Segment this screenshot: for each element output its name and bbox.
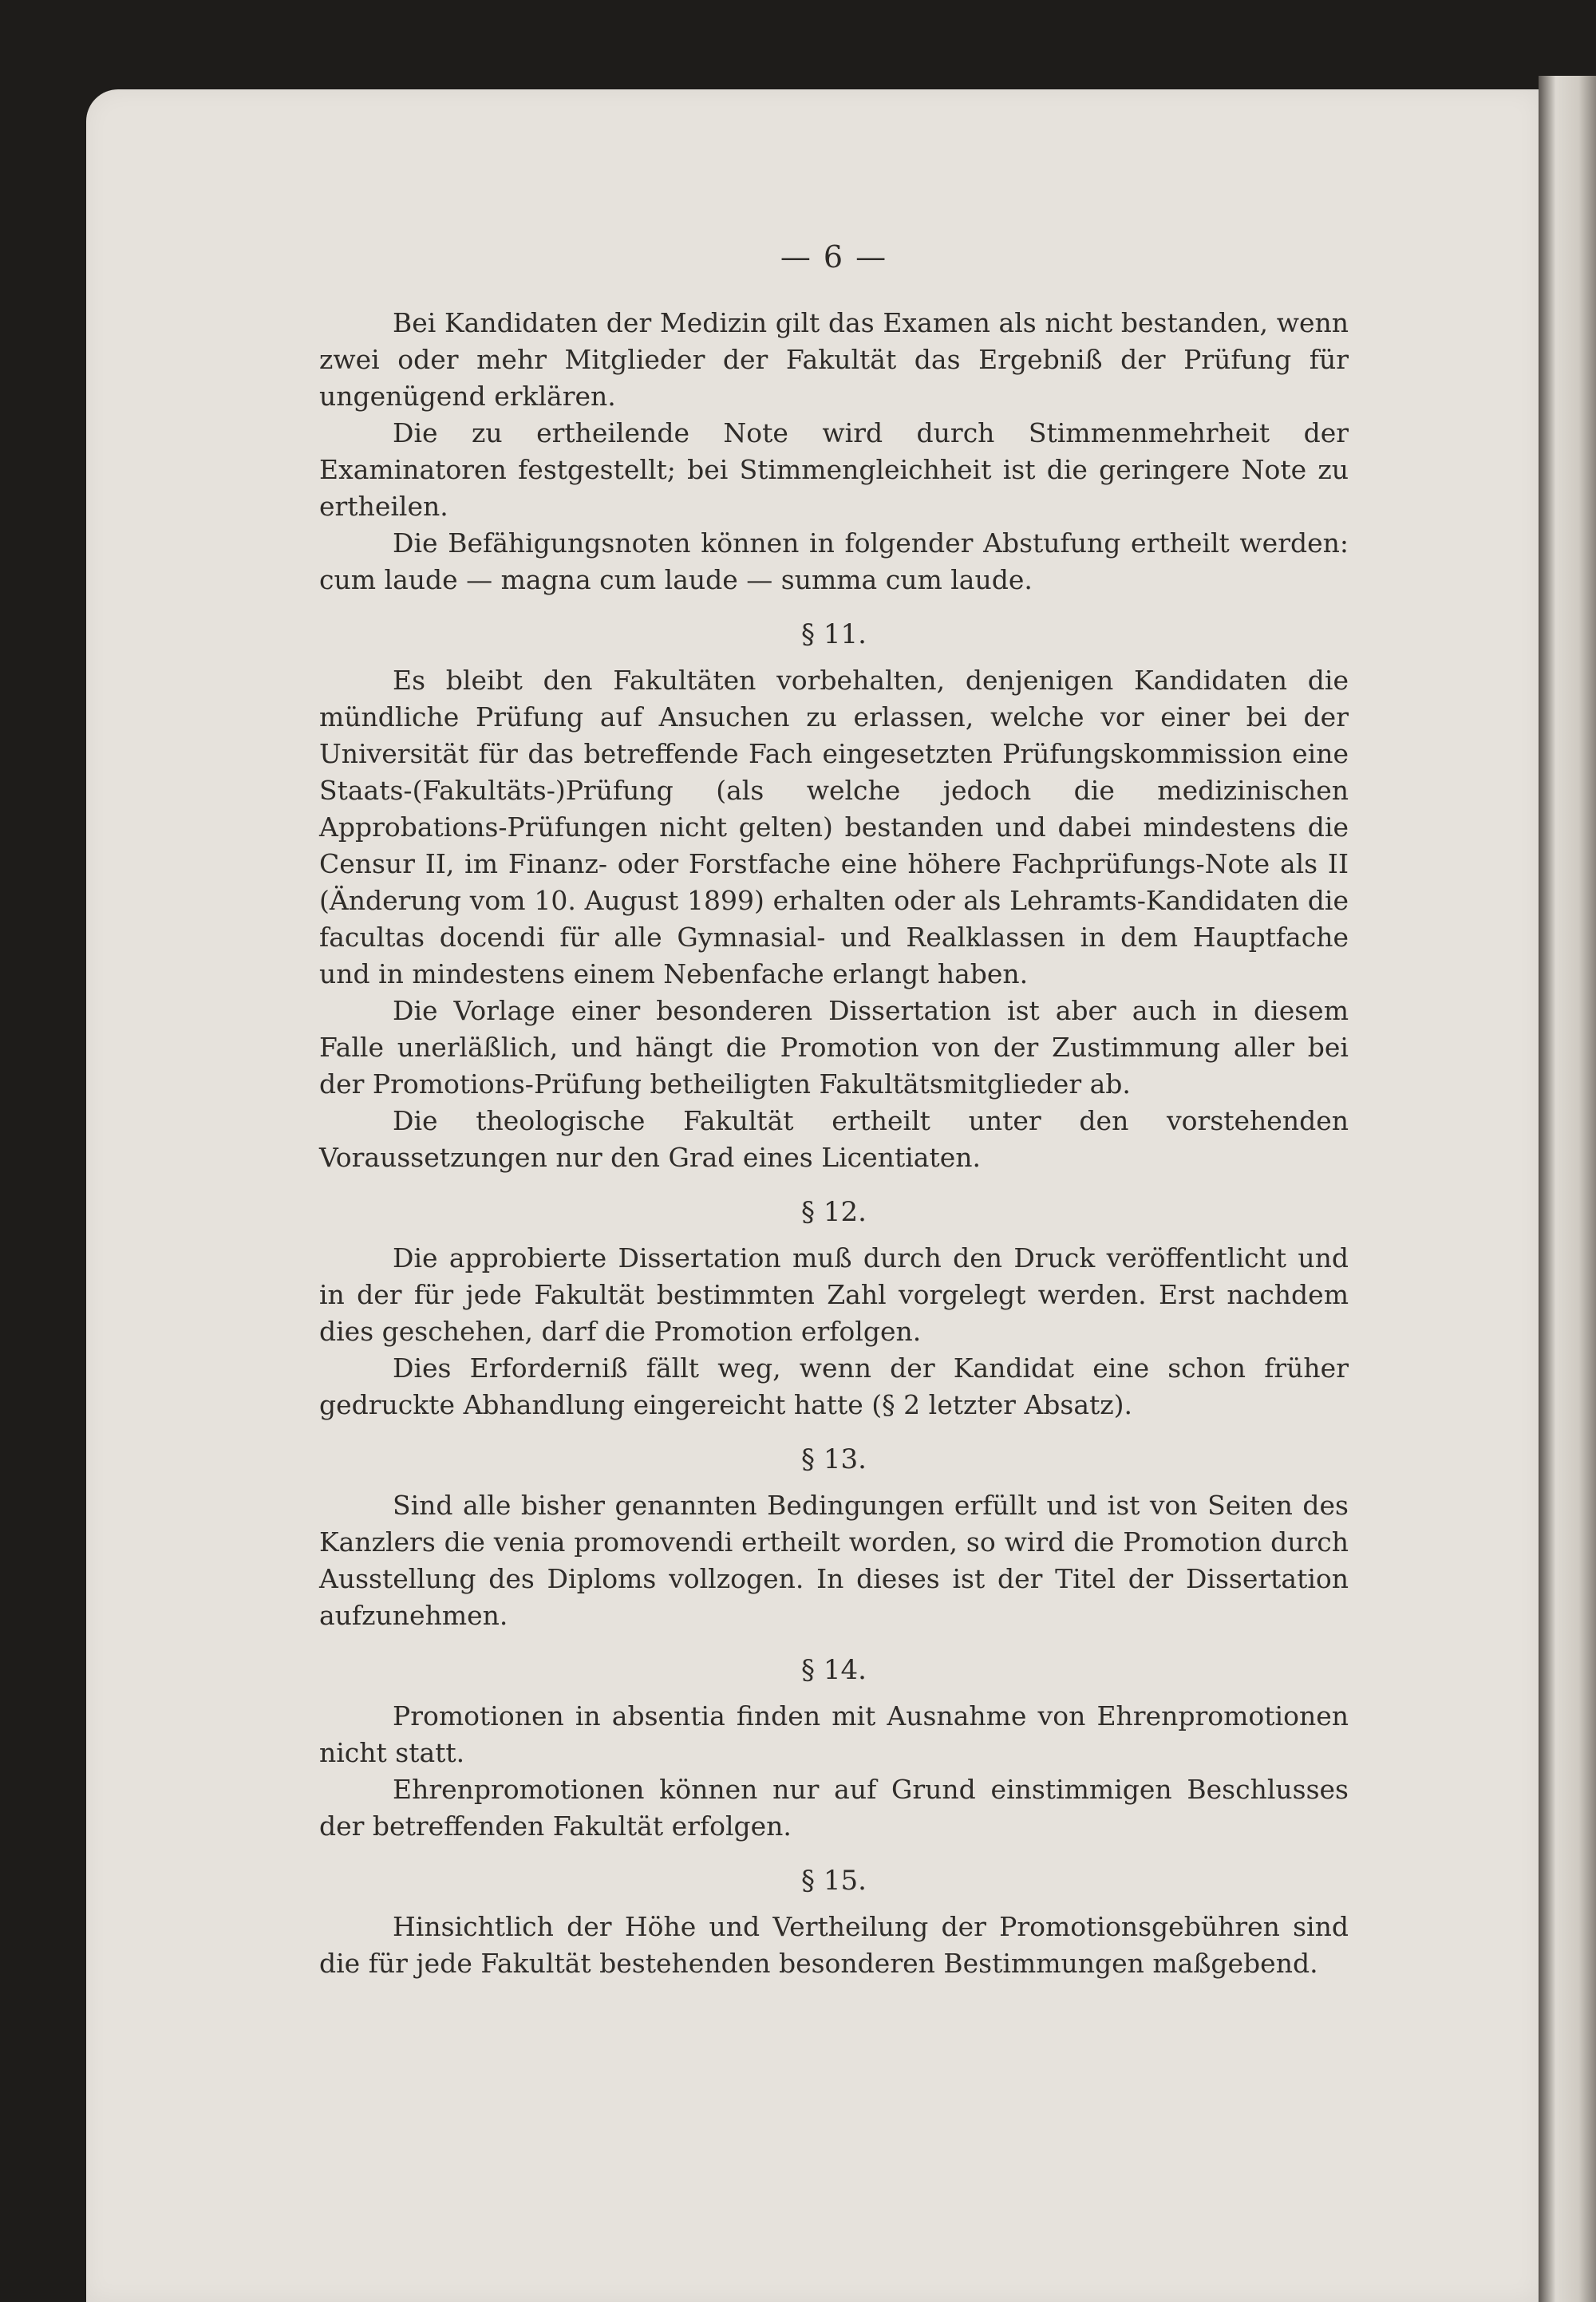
- section-heading-11: § 11.: [801, 618, 867, 650]
- paragraph-medicine-exam: Bei Kandidaten der Medizin gilt das Examen als nicht bestanden, wenn zwei oder mehr Mitglieder der Fakultät das Ergebniß der Prüfung für ungenügend erklären.: [319, 307, 1349, 412]
- paragraph-diploma: Sind alle bisher genannten Bedingungen erfüllt und ist von Seiten des Kanzlers die venia promovendi ertheilt worden, so wird die Promotion durch Ausstellung des Diploms vollzogen. In dieses ist der Titel der Dissertation aufzunehmen.: [319, 1490, 1349, 1631]
- paragraph-requirement-waiver: Dies Erforderniß fällt weg, wenn der Kandidat eine schon früher gedruckte Abhandlung eingereicht hatte (§ 2 letzter Absatz).: [319, 1352, 1349, 1420]
- paragraph-fees: Hinsichtlich der Höhe und Vertheilung der Promotionsgebühren sind die für jede Fakultät bestehenden besonderen Bestimmungen maßgebend.: [319, 1911, 1349, 1979]
- paragraph-absentia: Promotionen in absentia finden mit Ausnahme von Ehrenpromotionen nicht statt.: [319, 1700, 1349, 1768]
- section-heading-15: § 15.: [801, 1865, 867, 1897]
- paragraph-honorary: Ehrenpromotionen können nur auf Grund einstimmigen Beschlusses der betreffenden Fakultät erfolgen.: [319, 1774, 1349, 1842]
- paragraph-theology-licentiate: Die theologische Fakultät ertheilt unter den vorstehenden Voraussetzungen nur den Grad eines Licentiaten.: [319, 1105, 1349, 1173]
- page-number: — 6 —: [780, 239, 888, 274]
- section-heading-13: § 13.: [801, 1443, 867, 1475]
- paragraph-oral-exam-waiver: Es bleibt den Fakultäten vorbehalten, denjenigen Kandidaten die mündliche Prüfung auf Ansuchen zu erlassen, welche vor einer bei der Universität für das betreffende Fach eingesetzten Prüfungskommission eine Staats-(Fakultäts-)Prüfung (als welche jedoch die medizinischen Approbations-Prüfungen nicht gelten) bestanden und dabei mindestens die Censur II, im Finanz- oder Forstfache eine höhere Fachprüfungs-Note als II (Änderung vom 10. August 1899) erhalten oder als Lehramts-Kandidaten die facultas docendi für alle Gymnasial- und Realklassen in dem Hauptfache und in mindestens einem Nebenfache erlangt haben.: [319, 665, 1349, 989]
- paragraph-grade-assignment: Die zu ertheilende Note wird durch Stimmenmehrheit der Examinatoren festgestellt; bei Stimmengleichheit ist die geringere Note zu ertheilen.: [319, 417, 1349, 522]
- page-content: [319, 239, 1349, 1982]
- section-heading-14: § 14.: [801, 1654, 867, 1686]
- paragraph-qualification-grades: Die Befähigungsnoten können in folgender Abstufung ertheilt werden: cum laude — magna cum laude — summa cum laude.: [319, 527, 1349, 595]
- paragraph-dissertation-print: Die approbierte Dissertation muß durch den Druck veröffentlicht und in der für jede Fakultät bestimmten Zahl vorgelegt werden. Erst nachdem dies geschehen, darf die Promotion erfolgen.: [319, 1242, 1349, 1347]
- section-heading-12: § 12.: [801, 1196, 867, 1228]
- adjacent-page-edge: [1539, 76, 1596, 2302]
- paragraph-dissertation-required: Die Vorlage einer besonderen Dissertation ist aber auch in diesem Falle unerläßlich, und hängt die Promotion von der Zustimmung aller bei der Promotions-Prüfung betheiligten Fakultätsmitglieder ab.: [319, 995, 1349, 1100]
